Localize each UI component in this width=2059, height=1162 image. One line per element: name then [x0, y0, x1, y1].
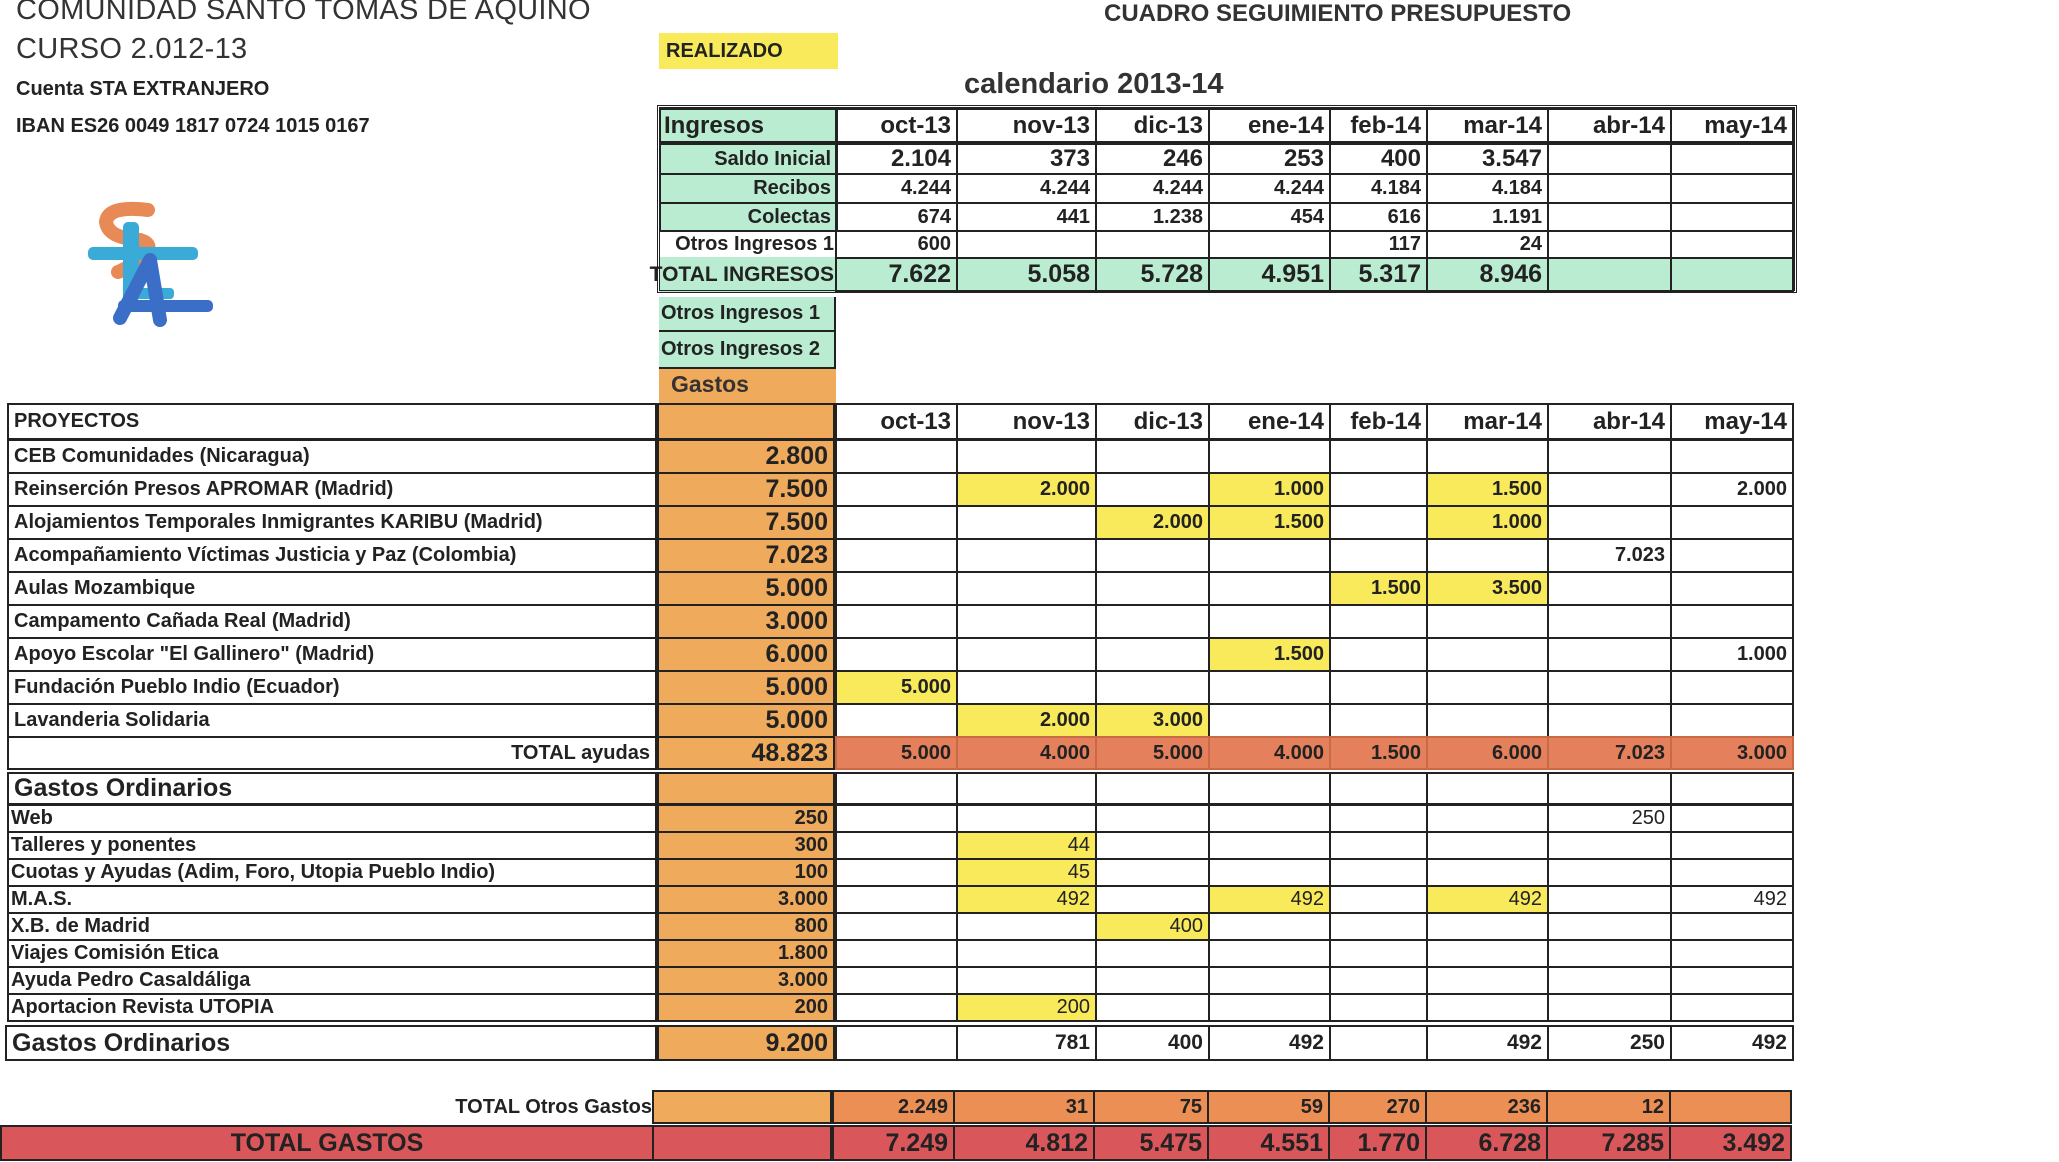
- project-label: Acompañamiento Víctimas Justicia y Paz (Colombia): [7, 538, 657, 573]
- project-month-cell: [956, 439, 1097, 474]
- total-gastos-cell: 7.285: [1546, 1125, 1671, 1161]
- project-month-cell: [1095, 472, 1210, 507]
- project-month-cell: [1670, 604, 1794, 639]
- ordinario-month-cell: [1329, 885, 1428, 914]
- ordinarios-header-cell: [835, 772, 958, 805]
- ordinario-month-cell: [1547, 885, 1672, 914]
- ordinario-label: Aportacion Revista UTOPIA: [7, 993, 657, 1022]
- ingresos-cell: 117: [1329, 230, 1428, 259]
- ordinario-month-cell: [1547, 831, 1672, 860]
- ingresos-cell: 616: [1329, 202, 1428, 232]
- course-label: CURSO 2.012-13: [16, 33, 248, 65]
- ingresos-cell: [1208, 230, 1331, 259]
- project-month-cell: 2.000: [1670, 472, 1794, 507]
- sta-logo: [78, 200, 238, 335]
- project-month-cell: [1329, 472, 1428, 507]
- project-budget: 7.023: [657, 538, 835, 573]
- total-gastos-cell: 7.249: [832, 1125, 955, 1161]
- project-month-cell: [1095, 670, 1210, 705]
- total-ingresos-cell: 4.951: [1208, 257, 1331, 292]
- total-ingresos-label: TOTAL INGRESOS: [636, 257, 838, 292]
- gastos-header: Gastos: [659, 369, 836, 405]
- project-budget: 5.000: [657, 670, 835, 705]
- project-month-cell: [1208, 439, 1331, 474]
- ordinario-month-cell: 492: [1208, 885, 1331, 914]
- ordinario-month-cell: [1670, 804, 1794, 833]
- project-month-cell: 3.000: [1095, 703, 1210, 738]
- project-month-cell: [1208, 538, 1331, 573]
- ingresos-month-header: feb-14: [1329, 108, 1428, 143]
- ordinario-budget: 1.800: [657, 939, 835, 968]
- project-label: CEB Comunidades (Nicaragua): [7, 439, 657, 474]
- ingresos-cell: 4.184: [1329, 173, 1428, 204]
- ingresos-month-header: oct-13: [835, 108, 958, 143]
- total-gastos-cell: 4.551: [1207, 1125, 1330, 1161]
- project-month-cell: [1547, 604, 1672, 639]
- project-month-cell: [956, 670, 1097, 705]
- ingresos-month-header: ene-14: [1208, 108, 1331, 143]
- total-ayudas-cell: 1.500: [1329, 736, 1428, 770]
- ingresos-cell: [1095, 230, 1210, 259]
- ingresos-cell: [1547, 143, 1672, 175]
- ordinario-month-cell: [1208, 831, 1331, 860]
- project-label: Fundación Pueblo Indio (Ecuador): [7, 670, 657, 705]
- ordinario-month-cell: [1426, 993, 1549, 1022]
- ingresos-month-header: abr-14: [1547, 108, 1672, 143]
- ingresos-month-header: nov-13: [956, 108, 1097, 143]
- ordinario-month-cell: [1329, 966, 1428, 995]
- ordinario-month-cell: [835, 912, 958, 941]
- project-month-cell: [835, 505, 958, 540]
- realizado-legend: REALIZADO: [659, 33, 838, 69]
- project-month-cell: [1426, 538, 1549, 573]
- total-otros-gastos-cell: 31: [953, 1090, 1095, 1124]
- ingresos-cell: [1670, 230, 1794, 259]
- project-month-cell: [835, 637, 958, 672]
- project-label: Aulas Mozambique: [7, 571, 657, 606]
- ordinario-month-cell: [1095, 831, 1210, 860]
- project-month-cell: [835, 472, 958, 507]
- project-month-cell: [1670, 505, 1794, 540]
- ordinario-budget: 3.000: [657, 885, 835, 914]
- total-ingresos-cell: 8.946: [1426, 257, 1549, 292]
- total-otros-gastos-cell: 2.249: [832, 1090, 955, 1124]
- project-budget: 7.500: [657, 472, 835, 507]
- project-month-cell: 1.000: [1426, 505, 1549, 540]
- ordinario-month-cell: [1329, 912, 1428, 941]
- project-month-cell: [1547, 703, 1672, 738]
- ordinario-month-cell: [1329, 993, 1428, 1022]
- ingresos-cell: 4.184: [1426, 173, 1549, 204]
- ordinario-month-cell: [835, 993, 958, 1022]
- project-month-cell: [1208, 670, 1331, 705]
- ordinarios-total-label: Gastos Ordinarios: [5, 1025, 657, 1061]
- ingresos-cell: 400: [1329, 143, 1428, 175]
- total-otros-gastos-cell: 75: [1093, 1090, 1209, 1124]
- project-label: Campamento Cañada Real (Madrid): [7, 604, 657, 639]
- project-month-cell: [1426, 604, 1549, 639]
- ordinario-month-cell: [1426, 858, 1549, 887]
- project-month-cell: [835, 538, 958, 573]
- proyectos-title: PROYECTOS: [7, 403, 657, 440]
- project-label: Alojamientos Temporales Inmigrantes KARIBU (Madrid): [7, 505, 657, 540]
- total-otros-gastos-cell: 59: [1207, 1090, 1330, 1124]
- total-gastos-cell: 3.492: [1669, 1125, 1792, 1161]
- ingresos-month-header: dic-13: [1095, 108, 1210, 143]
- ordinario-month-cell: [835, 885, 958, 914]
- ordinario-month-cell: [1095, 993, 1210, 1022]
- ordinario-month-cell: [835, 858, 958, 887]
- project-month-cell: 7.023: [1547, 538, 1672, 573]
- total-gastos-label: TOTAL GASTOS: [0, 1125, 654, 1161]
- project-month-cell: 3.500: [1426, 571, 1549, 606]
- project-label: Apoyo Escolar "El Gallinero" (Madrid): [7, 637, 657, 672]
- ordinarios-budget-header: [657, 772, 835, 805]
- ordinario-month-cell: [1670, 993, 1794, 1022]
- project-month-cell: [835, 703, 958, 738]
- ordinarios-header-cell: [1547, 772, 1672, 805]
- ordinario-budget: 200: [657, 993, 835, 1022]
- ingresos-cell: 4.244: [835, 173, 958, 204]
- ordinario-month-cell: [956, 804, 1097, 833]
- total-gastos-cell: 1.770: [1328, 1125, 1427, 1161]
- ordinario-month-cell: 492: [1426, 885, 1549, 914]
- ingresos-cell: 373: [956, 143, 1097, 175]
- project-budget: 2.800: [657, 439, 835, 474]
- project-month-cell: [1095, 538, 1210, 573]
- project-month-cell: [1426, 703, 1549, 738]
- project-month-cell: [1547, 472, 1672, 507]
- project-month-cell: 1.500: [1426, 472, 1549, 507]
- ordinario-month-cell: [1208, 804, 1331, 833]
- ordinario-month-cell: [956, 939, 1097, 968]
- ordinario-label: Talleres y ponentes: [7, 831, 657, 860]
- ordinario-month-cell: [1208, 858, 1331, 887]
- ingresos-cell: 246: [1095, 143, 1210, 175]
- total-ingresos-cell: [1547, 257, 1672, 292]
- ordinario-month-cell: [1095, 885, 1210, 914]
- ordinario-month-cell: [835, 804, 958, 833]
- ordinarios-total-cell: 492: [1208, 1025, 1331, 1061]
- ordinario-label: M.A.S.: [7, 885, 657, 914]
- project-month-cell: [1670, 670, 1794, 705]
- project-budget: 3.000: [657, 604, 835, 639]
- ordinario-label: Ayuda Pedro Casaldáliga: [7, 966, 657, 995]
- project-budget: 5.000: [657, 571, 835, 606]
- ordinarios-total-cell: 781: [956, 1025, 1097, 1061]
- ordinarios-total-cell: [835, 1025, 958, 1061]
- project-month-cell: [1208, 604, 1331, 639]
- ordinario-month-cell: [1426, 939, 1549, 968]
- project-month-cell: [1329, 637, 1428, 672]
- project-month-cell: [1670, 703, 1794, 738]
- ordinario-label: X.B. de Madrid: [7, 912, 657, 941]
- ordinario-month-cell: [1095, 939, 1210, 968]
- ingresos-cell: 674: [835, 202, 958, 232]
- project-month-cell: [956, 505, 1097, 540]
- project-month-cell: [956, 538, 1097, 573]
- ingresos-cell: [1547, 230, 1672, 259]
- total-ayudas-label: TOTAL ayudas: [7, 736, 657, 770]
- total-otros-gastos-budget: [652, 1090, 832, 1124]
- ingresos-month-header: may-14: [1670, 108, 1794, 143]
- ordinarios-header-cell: [1670, 772, 1794, 805]
- total-ayudas-cell: 4.000: [956, 736, 1097, 770]
- ordinarios-header-cell: [956, 772, 1097, 805]
- project-month-cell: [1329, 703, 1428, 738]
- gastos-month-header: may-14: [1670, 403, 1794, 440]
- ingresos-cell: [956, 230, 1097, 259]
- organization-name: COMUNIDAD SANTO TOMAS DE AQUINO: [16, 0, 591, 26]
- project-month-cell: [1670, 538, 1794, 573]
- account-label: Cuenta STA EXTRANJERO: [16, 78, 270, 100]
- ordinarios-total-budget: 9.200: [657, 1025, 835, 1061]
- ordinarios-header-cell: [1426, 772, 1549, 805]
- gastos-month-header: nov-13: [956, 403, 1097, 440]
- ordinario-month-cell: 492: [956, 885, 1097, 914]
- sta-logo-icon: [78, 200, 238, 335]
- ingresos-cell: 3.547: [1426, 143, 1549, 175]
- project-month-cell: 1.000: [1208, 472, 1331, 507]
- project-month-cell: [1095, 637, 1210, 672]
- ordinarios-header-cell: [1329, 772, 1428, 805]
- project-budget: 5.000: [657, 703, 835, 738]
- ordinario-month-cell: [1208, 993, 1331, 1022]
- project-month-cell: [835, 571, 958, 606]
- ordinario-month-cell: [1095, 804, 1210, 833]
- total-ayudas-cell: 3.000: [1670, 736, 1794, 770]
- project-month-cell: [1329, 604, 1428, 639]
- ordinario-budget: 3.000: [657, 966, 835, 995]
- project-month-cell: [1095, 604, 1210, 639]
- project-month-cell: [1095, 571, 1210, 606]
- ordinarios-total-cell: 492: [1426, 1025, 1549, 1061]
- ordinario-month-cell: [1426, 831, 1549, 860]
- ordinario-month-cell: [1329, 858, 1428, 887]
- ordinario-label: Cuotas y Ayudas (Adim, Foro, Utopia Pueblo Indio): [7, 858, 657, 887]
- project-label: Lavanderia Solidaria: [7, 703, 657, 738]
- project-month-cell: [1208, 571, 1331, 606]
- ordinario-month-cell: 492: [1670, 885, 1794, 914]
- ordinario-month-cell: [1208, 939, 1331, 968]
- ordinario-month-cell: 400: [1095, 912, 1210, 941]
- ingresos-cell: 4.244: [956, 173, 1097, 204]
- total-gastos-cell: 6.728: [1425, 1125, 1548, 1161]
- total-ingresos-cell: 7.622: [835, 257, 958, 292]
- ordinarios-total-cell: 492: [1670, 1025, 1794, 1061]
- project-month-cell: [956, 571, 1097, 606]
- project-label: Reinserción Presos APROMAR (Madrid): [7, 472, 657, 507]
- ordinario-month-cell: [1670, 912, 1794, 941]
- gastos-month-header: abr-14: [1547, 403, 1672, 440]
- ingresos-cell: 24: [1426, 230, 1549, 259]
- iban-label: IBAN ES26 0049 1817 0724 1015 0167: [16, 115, 370, 137]
- ordinario-month-cell: [1095, 966, 1210, 995]
- ordinarios-header-cell: [1095, 772, 1210, 805]
- ordinario-month-cell: 44: [956, 831, 1097, 860]
- ordinario-month-cell: [1329, 804, 1428, 833]
- project-month-cell: [835, 604, 958, 639]
- total-ayudas-cell: 5.000: [1095, 736, 1210, 770]
- project-month-cell: [1426, 670, 1549, 705]
- ingresos-title: Ingresos: [659, 108, 838, 143]
- project-month-cell: [1329, 439, 1428, 474]
- project-month-cell: 1.500: [1208, 505, 1331, 540]
- budget-header-cell: [657, 403, 835, 440]
- ingresos-row-label: Recibos: [659, 173, 838, 204]
- ingresos-cell: 253: [1208, 143, 1331, 175]
- ordinario-month-cell: [1670, 939, 1794, 968]
- total-otros-gastos-cell: 12: [1546, 1090, 1671, 1124]
- gastos-month-header: ene-14: [1208, 403, 1331, 440]
- ingresos-cell: 600: [835, 230, 958, 259]
- project-month-cell: [835, 439, 958, 474]
- ingresos-cell: 441: [956, 202, 1097, 232]
- total-gastos-budget: [652, 1125, 832, 1161]
- ordinario-month-cell: [1095, 858, 1210, 887]
- total-ingresos-cell: 5.728: [1095, 257, 1210, 292]
- total-ingresos-cell: [1670, 257, 1794, 292]
- ordinarios-header-cell: [1208, 772, 1331, 805]
- project-budget: 7.500: [657, 505, 835, 540]
- ingresos-cell: [1547, 202, 1672, 232]
- ordinario-label: Web: [7, 804, 657, 833]
- ingresos-row-label: Saldo Inicial: [659, 143, 838, 175]
- total-ayudas-cell: 6.000: [1426, 736, 1549, 770]
- total-ayudas-cell: 5.000: [835, 736, 958, 770]
- ordinario-month-cell: 250: [1547, 804, 1672, 833]
- otros-ingresos-1-box: Otros Ingresos 1: [659, 297, 836, 332]
- ingresos-cell: 1.191: [1426, 202, 1549, 232]
- total-gastos-cell: 5.475: [1093, 1125, 1209, 1161]
- project-month-cell: 1.500: [1208, 637, 1331, 672]
- total-otros-gastos-cell: 236: [1425, 1090, 1548, 1124]
- ordinario-month-cell: [1329, 831, 1428, 860]
- ordinarios-total-cell: [1329, 1025, 1428, 1061]
- ordinario-budget: 300: [657, 831, 835, 860]
- ingresos-cell: 454: [1208, 202, 1331, 232]
- otros-ingresos-2-box: Otros Ingresos 2: [659, 332, 836, 369]
- project-month-cell: [1329, 670, 1428, 705]
- ingresos-cell: [1670, 202, 1794, 232]
- total-otros-gastos-cell: [1669, 1090, 1792, 1124]
- gastos-month-header: mar-14: [1426, 403, 1549, 440]
- ordinario-month-cell: [1426, 912, 1549, 941]
- ingresos-cell: [1670, 143, 1794, 175]
- calendar-title: calendario 2013-14: [964, 68, 1224, 100]
- ordinario-month-cell: [1426, 804, 1549, 833]
- gastos-month-header: feb-14: [1329, 403, 1428, 440]
- project-month-cell: [1547, 637, 1672, 672]
- total-ingresos-cell: 5.058: [956, 257, 1097, 292]
- ordinarios-title: Gastos Ordinarios: [7, 772, 657, 805]
- sheet-title: CUADRO SEGUIMIENTO PRESUPUESTO: [1104, 0, 1572, 27]
- project-month-cell: [1329, 538, 1428, 573]
- total-ayudas-cell: 4.000: [1208, 736, 1331, 770]
- project-month-cell: [1208, 703, 1331, 738]
- ordinarios-total-cell: 250: [1547, 1025, 1672, 1061]
- ingresos-cell: 1.238: [1095, 202, 1210, 232]
- ordinario-budget: 800: [657, 912, 835, 941]
- project-month-cell: [1670, 571, 1794, 606]
- project-month-cell: [956, 604, 1097, 639]
- project-budget: 6.000: [657, 637, 835, 672]
- ordinario-month-cell: [1547, 912, 1672, 941]
- total-ayudas-budget: 48.823: [657, 736, 835, 770]
- project-month-cell: [1547, 505, 1672, 540]
- project-month-cell: 5.000: [835, 670, 958, 705]
- ordinario-month-cell: [1547, 858, 1672, 887]
- ordinario-month-cell: [1547, 966, 1672, 995]
- project-month-cell: [1547, 571, 1672, 606]
- ingresos-cell: 2.104: [835, 143, 958, 175]
- ordinario-month-cell: [1670, 858, 1794, 887]
- gastos-month-header: dic-13: [1095, 403, 1210, 440]
- ordinario-month-cell: [956, 966, 1097, 995]
- total-otros-gastos-cell: 270: [1328, 1090, 1427, 1124]
- total-ayudas-cell: 7.023: [1547, 736, 1672, 770]
- ordinario-month-cell: [1670, 831, 1794, 860]
- project-month-cell: [956, 637, 1097, 672]
- ordinario-month-cell: [956, 912, 1097, 941]
- ordinario-month-cell: [1670, 966, 1794, 995]
- project-month-cell: [1426, 637, 1549, 672]
- ingresos-cell: [1670, 173, 1794, 204]
- project-month-cell: [1329, 505, 1428, 540]
- ordinario-budget: 100: [657, 858, 835, 887]
- project-month-cell: 1.000: [1670, 637, 1794, 672]
- ordinario-label: Viajes Comisión Etica: [7, 939, 657, 968]
- ingresos-row-label: Otros Ingresos 1: [675, 233, 834, 255]
- total-otros-gastos-label: TOTAL Otros Gastos: [455, 1095, 652, 1118]
- ordinario-month-cell: [1426, 966, 1549, 995]
- ingresos-row-label: Colectas: [659, 202, 838, 232]
- ordinario-month-cell: [835, 966, 958, 995]
- ordinario-month-cell: [1547, 993, 1672, 1022]
- ordinario-month-cell: [1329, 939, 1428, 968]
- ingresos-cell: 4.244: [1208, 173, 1331, 204]
- project-month-cell: [1095, 439, 1210, 474]
- ordinario-month-cell: [835, 939, 958, 968]
- ordinario-month-cell: [1208, 966, 1331, 995]
- ordinario-budget: 250: [657, 804, 835, 833]
- ordinario-month-cell: [1547, 939, 1672, 968]
- ingresos-cell: [1547, 173, 1672, 204]
- project-month-cell: 2.000: [1095, 505, 1210, 540]
- project-month-cell: [1426, 439, 1549, 474]
- ordinarios-total-cell: 400: [1095, 1025, 1210, 1061]
- ordinario-month-cell: [1208, 912, 1331, 941]
- project-month-cell: 1.500: [1329, 571, 1428, 606]
- project-month-cell: 2.000: [956, 703, 1097, 738]
- project-month-cell: 2.000: [956, 472, 1097, 507]
- project-month-cell: [1670, 439, 1794, 474]
- total-ingresos-cell: 5.317: [1329, 257, 1428, 292]
- ingresos-cell: 4.244: [1095, 173, 1210, 204]
- total-gastos-cell: 4.812: [953, 1125, 1095, 1161]
- project-month-cell: [1547, 439, 1672, 474]
- ordinario-month-cell: [835, 831, 958, 860]
- ordinario-month-cell: 200: [956, 993, 1097, 1022]
- project-month-cell: [1547, 670, 1672, 705]
- gastos-month-header: oct-13: [835, 403, 958, 440]
- ordinario-month-cell: 45: [956, 858, 1097, 887]
- ingresos-month-header: mar-14: [1426, 108, 1549, 143]
